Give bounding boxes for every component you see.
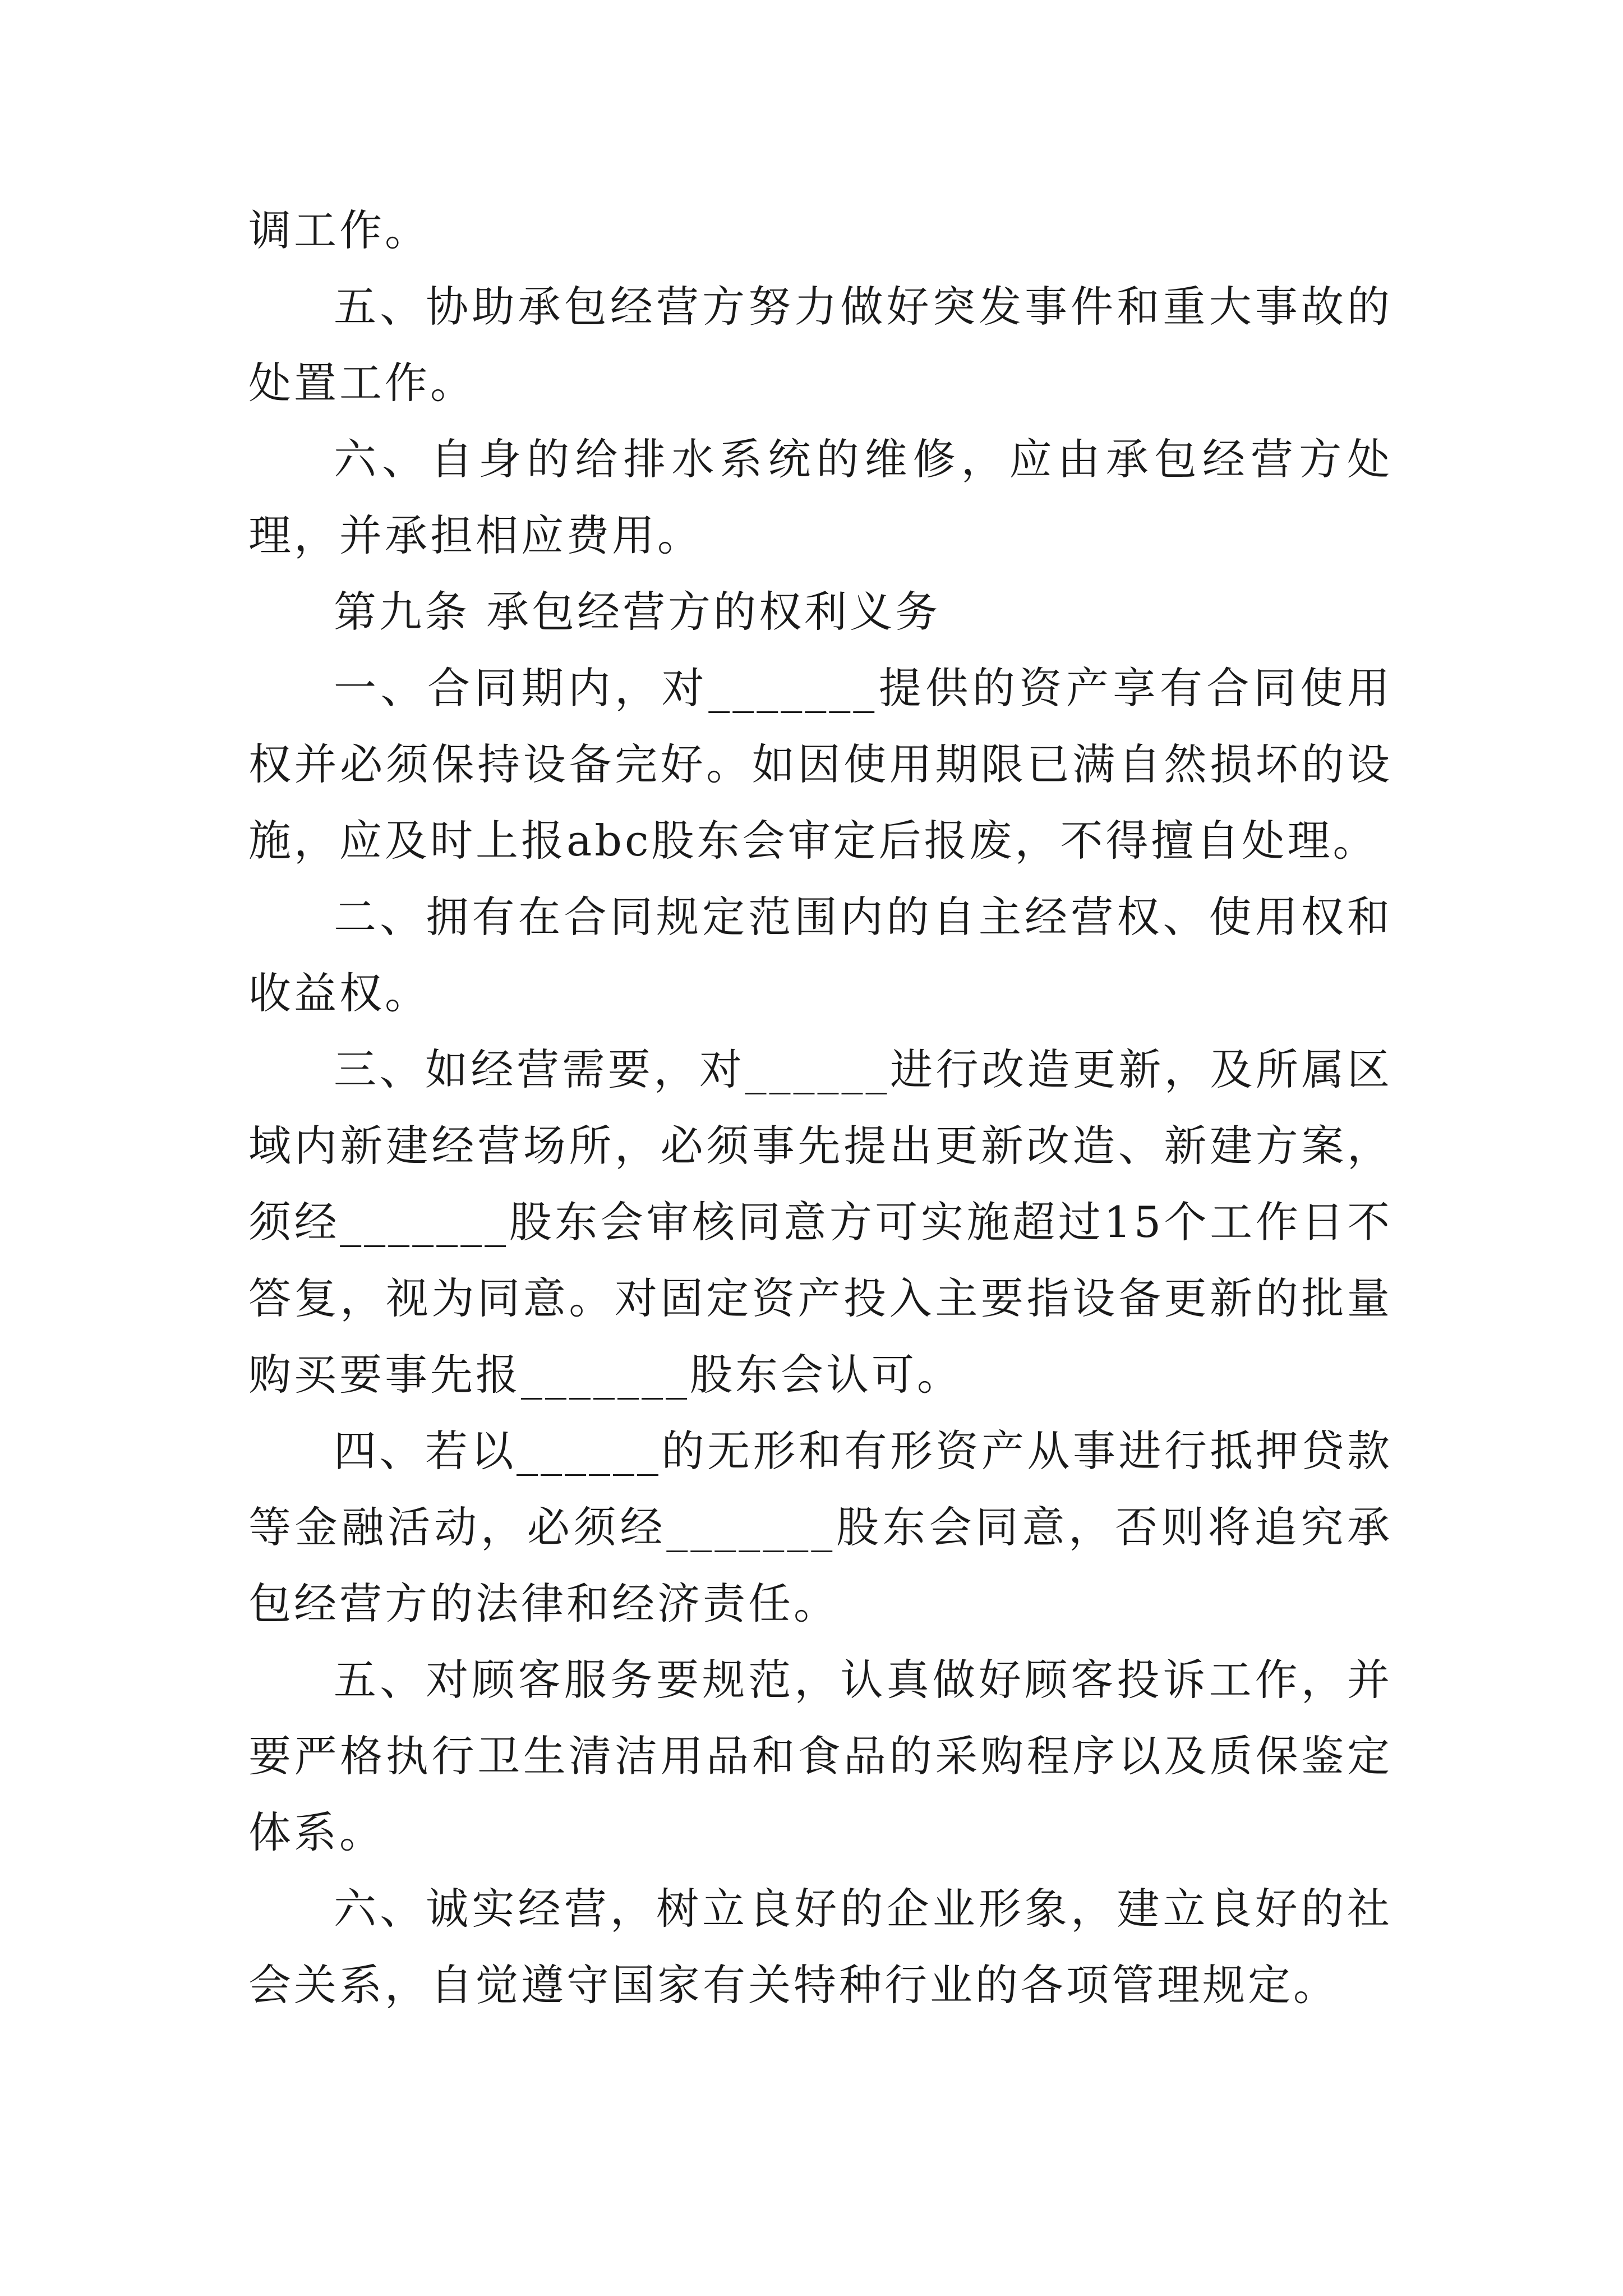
paragraph-item-6-plumbing: 六、自身的给排水系统的维修，应由承包经营方处理，并承担相应费用。 bbox=[248, 434, 1393, 560]
section-heading-article-9: 第九条 承包经营方的权利义务 bbox=[334, 587, 941, 637]
paragraph-item-5-customer-service: 五、对顾客服务要规范，认真做好顾客投诉工作，并要严格执行卫生清洁用品和食品的采购程序以及质保鉴定体系。 bbox=[248, 1655, 1393, 1857]
paragraph-continuation: 调工作。 bbox=[248, 205, 430, 255]
paragraph-item-6-honest-operation: 六、诚实经营，树立良好的企业形象，建立良好的社会关系，自觉遵守国家有关特种行业的各项管理规定。 bbox=[248, 1884, 1393, 2010]
paragraph-item-2-rights: 二、拥有在合同规定范围内的自主经营权、使用权和收益权。 bbox=[248, 892, 1393, 1018]
document-body bbox=[248, 192, 1393, 2023]
paragraph-item-1-asset-use: 一、合同期内，对_______提供的资产享有合同使用权并必须保持设备完好。如因使用期限已满自然损坏的设施，应及时上报abc股东会审定后报废，不得擅自处理。 bbox=[248, 663, 1393, 866]
paragraph-item-3-renovation: 三、如经营需要，对______进行改造更新，及所属区域内新建经营场所，必须事先提出更新改造、新建方案，须经_______股东会审核同意方可实施超过15个工作日不答复，视为同意。对固定资产投入主要指设备更新的批量购买要事先报_______股东会认可。 bbox=[248, 1045, 1393, 1400]
paragraph-item-4-mortgage: 四、若以______的无形和有形资产从事进行抵押贷款等金融活动，必须经_______股东会同意，否则将追究承包经营方的法律和经济责任。 bbox=[248, 1426, 1393, 1628]
paragraph-item-5-emergency: 五、协助承包经营方努力做好突发事件和重大事故的处置工作。 bbox=[248, 282, 1393, 408]
